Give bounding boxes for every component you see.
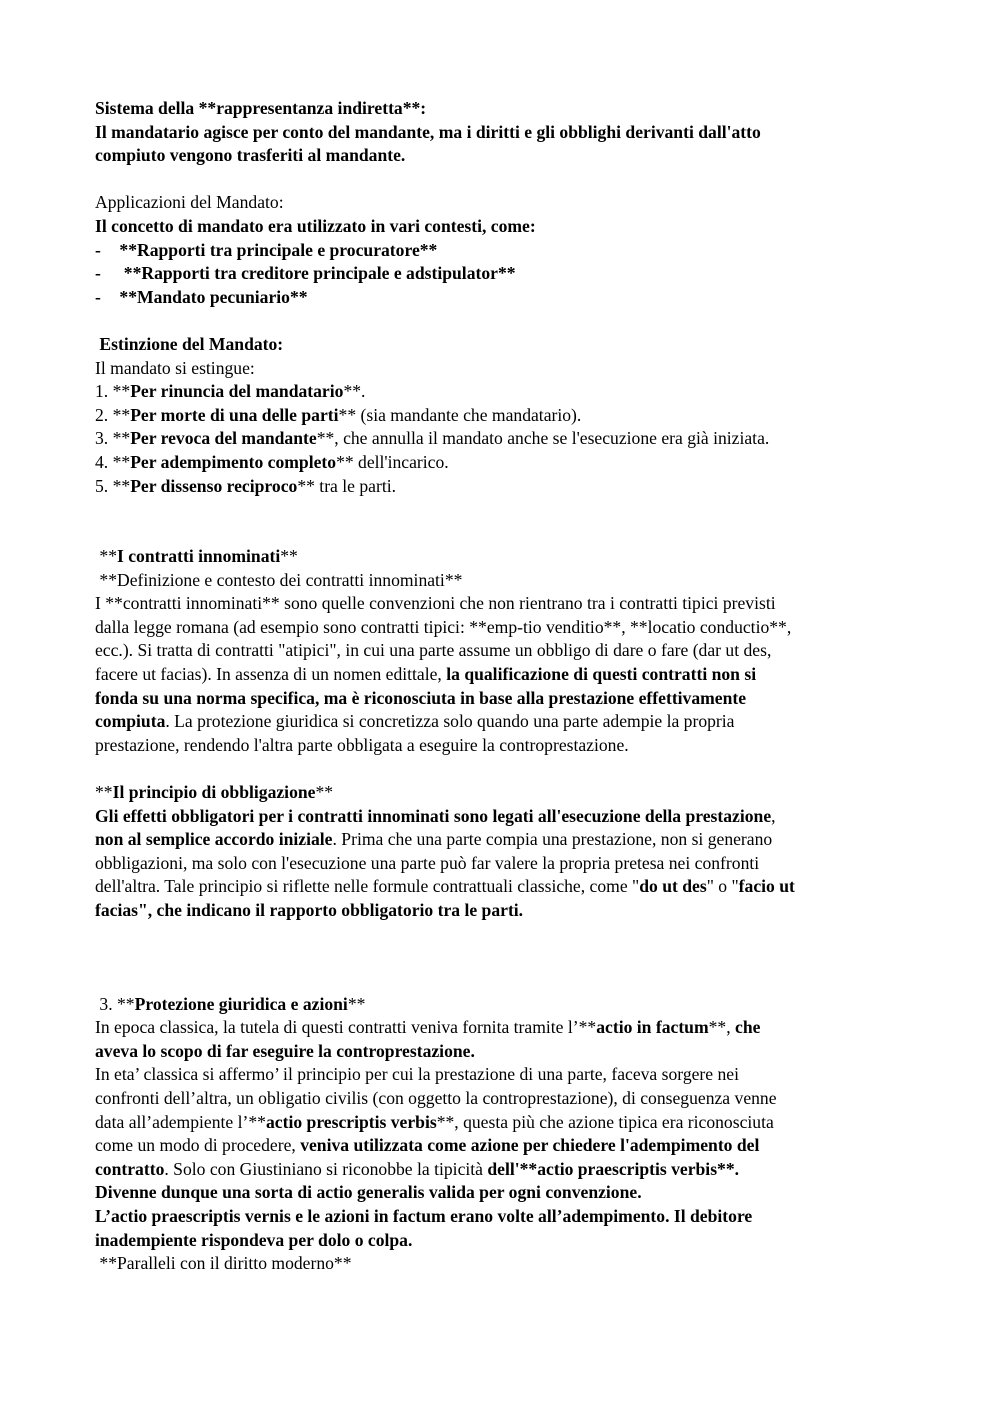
- paragraph-line: compiuta. La protezione giuridica si concretizza solo quando una parte adempie la propria: [95, 711, 735, 732]
- list-item: - **Rapporti tra creditore principale e adstipulator**: [95, 262, 915, 286]
- section-subtitle: **Definizione e contesto dei contratti innominati**: [95, 569, 463, 590]
- document-page: [95, 97, 915, 1276]
- paragraph-line: non al semplice accordo iniziale. Prima che una parte compia una prestazione, non si generano: [95, 829, 773, 850]
- section-title-principio: **Il principio di obbligazione**: [95, 782, 334, 803]
- list-item: - **Mandato pecuniario**: [95, 286, 915, 310]
- paragraph-line: Gli effetti obbligatori per i contratti innominati sono legati all'esecuzione della prestazione,: [95, 805, 776, 826]
- list-item: 4. **Per adempimento completo** dell'incarico.: [95, 451, 449, 472]
- paragraph-line: dalla legge romana (ad esempio sono contratti tipici: **emp-tio venditio**, **locatio conductio**,: [95, 616, 792, 637]
- paragraph-line: fonda su una norma specifica, ma è riconosciuta in base alla prestazione effettivamente: [95, 687, 747, 708]
- paragraph-line: ecc.). Si tratta di contratti "atipici", in cui una parte assume un obbligo di dare o fare (dar ut des,: [95, 640, 772, 661]
- bullet-dash: -: [95, 263, 101, 284]
- list-item: 3. **Per revoca del mandante**, che annulla il mandato anche se l'esecuzione era già iniziata.: [95, 428, 770, 449]
- paragraph-line: I **contratti innominati** sono quelle convenzioni che non rientrano tra i contratti tipici previsti: [95, 593, 776, 614]
- section-title-estinzione: Estinzione del Mandato:: [95, 333, 284, 354]
- list-item: 2. **Per morte di una delle parti** (sia mandante che mandatario).: [95, 404, 582, 425]
- list-item: 5. **Per dissenso reciproco** tra le parti.: [95, 475, 396, 496]
- section-title-contratti-innominati: **I contratti innominati**: [95, 546, 298, 567]
- paragraph-line: facias", che indicano il rapporto obbligatorio tra le parti.: [95, 900, 524, 920]
- paragraph-line: In epoca classica, la tutela di questi contratti veniva fornita tramite l’**actio in factum**, che: [95, 1017, 761, 1038]
- paragraph-line: aveva lo scopo di far eseguire la controprestazione.: [95, 1040, 475, 1061]
- section-title-protezione: 3. **Protezione giuridica e azioni**: [95, 993, 366, 1014]
- section-title-applicazioni: Applicazioni del Mandato:: [95, 192, 284, 213]
- paragraph-line: facere ut facias). In assenza di un nomen edittale, la qualificazione di questi contratti non si: [95, 664, 757, 685]
- paragraph-line: In eta’ classica si affermo’ il principio per cui la prestazione di una parte, faceva sorgere nei: [95, 1064, 739, 1085]
- paragraph-line: L’actio praescriptis vernis e le azioni in factum erano volte all’adempimento. Il debitore: [95, 1205, 753, 1226]
- paragraph-line: dell'altra. Tale principio si riflette nelle formule contrattuali classiche, come "do ut des" o "facio ut: [95, 876, 795, 897]
- paragraph-line: come un modo di procedere, veniva utilizzata come azione per chiedere l'adempimento del: [95, 1135, 760, 1156]
- section-title-rappresentanza: Sistema della **rappresentanza indiretta**:: [95, 98, 427, 118]
- paragraph-line: Il mandatario agisce per conto del mandante, ma i diritti e gli obblighi derivanti dall'atto: [95, 121, 761, 142]
- list-item: 1. **Per rinuncia del mandatario**.: [95, 381, 366, 402]
- paragraph-line: inadempiente rispondeva per dolo o colpa.: [95, 1229, 413, 1250]
- list-item: - **Rapporti tra principale e procuratore**: [95, 239, 915, 263]
- paragraph-line: contratto. Solo con Giustiniano si riconobbe la tipicità dell'**actio praescriptis verbis**.: [95, 1158, 740, 1179]
- paragraph-line: obbligazioni, ma solo con l'esecuzione una parte può far valere la propria pretesa nei confronti: [95, 852, 760, 873]
- paragraph-line: Il mandato si estingue:: [95, 357, 255, 378]
- bullet-dash: -: [95, 239, 101, 260]
- paragraph-line: Divenne dunque una sorta di actio generalis valida per ogni convenzione.: [95, 1182, 642, 1203]
- paragraph-line: confronti dell’altra, un obligatio civilis (con oggetto la controprestazione), di conseguenza venne: [95, 1087, 777, 1108]
- paragraph-line: Il concetto di mandato era utilizzato in vari contesti, come:: [95, 215, 536, 236]
- paragraph-line: prestazione, rendendo l'altra parte obbligata a eseguire la controprestazione.: [95, 734, 629, 755]
- paragraph-line: data all’adempiente l’**actio prescriptis verbis**, questa più che azione tipica era riconosciuta: [95, 1111, 774, 1132]
- bullet-dash: -: [95, 286, 101, 307]
- section-subtitle-paralleli: **Paralleli con il diritto moderno**: [95, 1253, 352, 1274]
- paragraph-line: compiuto vengono trasferiti al mandante.: [95, 145, 406, 166]
